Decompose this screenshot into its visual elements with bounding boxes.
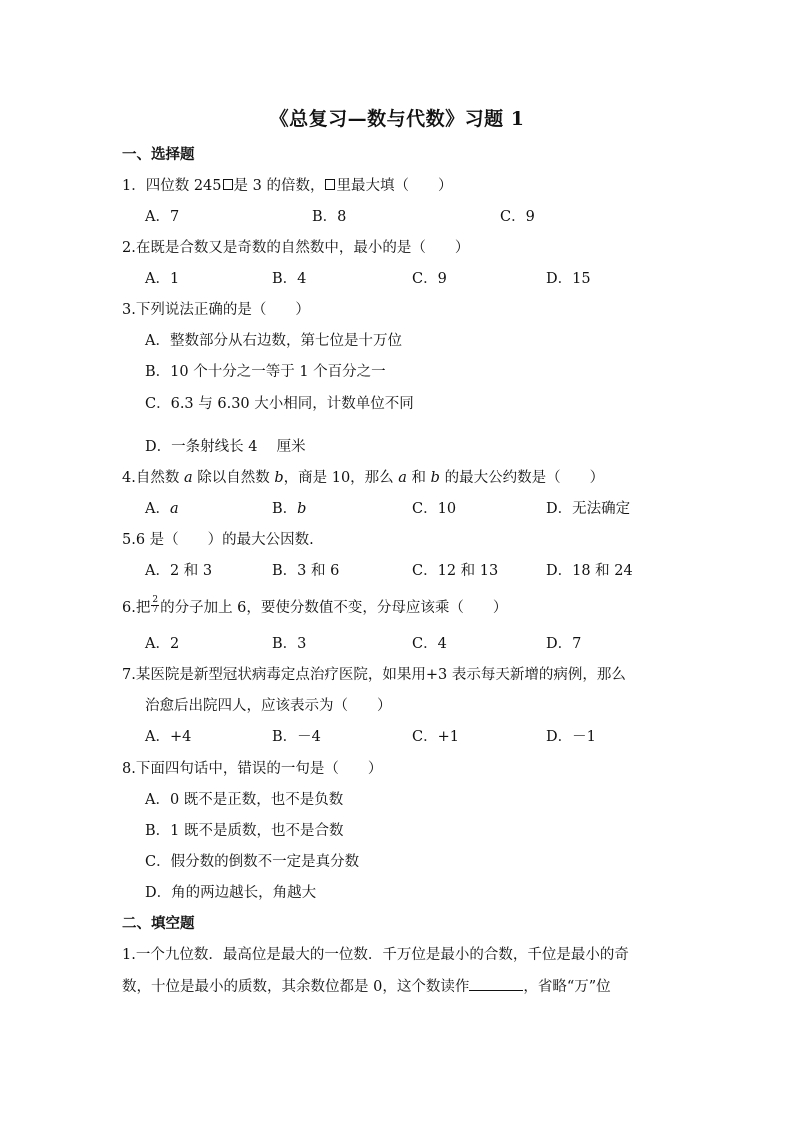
question-6-option-b: B．3 [272,636,307,652]
question-5-option-c: C．12 和 13 [412,563,499,579]
variable-a: a [398,470,407,486]
question-7-option-c: C．+1 [412,729,459,745]
question-8-stem: 8.下面四句话中，错误的一句是（ ） [122,761,383,777]
question-1-text-c: 里最大填（ ） [336,178,453,194]
question-4-stem [122,468,604,488]
fill-1-line-1: 1.一个九位数．最高位是最大的一位数．千万位是最小的合数，千位是最小的奇 [122,947,629,963]
variable-b: b [274,470,284,486]
question-1-option-c: C．9 [500,209,535,225]
question-7-option-d: D．－1 [546,729,596,745]
question-4-option-c: C．10 [412,501,457,517]
question-8-option-c: C．假分数的倒数不一定是真分数 [145,854,360,870]
question-4-text-3: ，商是 10，那么 [283,470,399,486]
question-2-option-d: D．15 [546,271,591,287]
question-4-text-5: 的最大公约数是（ ） [439,470,605,486]
fraction [151,596,159,615]
question-2-option-c: C．9 [412,271,447,287]
section-heading-choice: 一、选择题 [122,146,195,163]
question-5-option-a: A．2 和 3 [145,563,213,579]
question-4-option-b [272,499,306,519]
blank-box-icon [223,179,233,190]
variable-a: a [169,501,179,517]
variable-b: b [430,470,440,486]
question-7-option-b: B．－4 [272,729,321,745]
question-6-stem [122,594,508,618]
question-6-option-c: C．4 [412,636,447,652]
question-3-option-c: C．6.3 与 6.30 大小相同，计数单位不同 [145,396,414,412]
option-letter: A． [145,501,170,517]
question-6-text-1: 6.把 [122,600,151,616]
question-8-option-a: A．0 既不是正数，也不是负数 [145,792,344,808]
fraction-numerator: 2 [152,594,159,605]
question-4-text-2: 除以自然数 [192,470,275,486]
question-6-option-a: A．2 [145,636,180,652]
section-heading-fill: 二、填空题 [122,915,195,932]
question-3-option-a: A．整数部分从右边数，第七位是十万位 [145,333,402,349]
blank-box-icon [325,179,335,190]
question-3-option-b: B．10 个十分之一等于 1 个百分之一 [145,364,386,380]
question-8-option-b: B．1 既不是质数，也不是合数 [145,823,344,839]
question-7-option-a: A．+4 [145,729,192,745]
question-4-option-a [145,499,179,519]
question-1-option-a: A．7 [145,209,180,225]
question-3-stem: 3.下列说法正确的是（ ） [122,302,310,318]
question-6-option-d: D．7 [546,636,582,652]
question-1-text-a: 1．四位数 245 [122,178,222,194]
fill-1-text-a: 数，十位是最小的质数，其余数位都是 0，这个数读作 [122,979,470,995]
question-7-stem-line-1: 7.某医院是新型冠状病毒定点治疗医院，如果用+3 表示每天新增的病例，那么 [122,667,626,683]
question-2-option-a: A．1 [145,271,180,287]
question-1-option-b: B．8 [312,209,347,225]
question-2-stem: 2.在既是合数又是奇数的自然数中，最小的是（ ） [122,240,470,256]
question-4-text-4: 和 [406,470,431,486]
question-5-option-d: D．18 和 24 [546,563,633,579]
question-8-option-d: D．角的两边越长，角越大 [145,885,317,901]
variable-b: b [297,501,307,517]
page-title: 《总复习—数与代数》习题 1 [269,108,525,130]
fill-1-line-2 [122,976,611,997]
question-5-stem: 5.6 是（ ）的最大公因数. [122,532,314,548]
question-6-text-2: 的分子加上 6，要使分数值不变，分母应该乘（ ） [160,600,508,616]
question-5-option-b: B．3 和 6 [272,563,340,579]
question-4-option-d: D．无法确定 [546,501,631,517]
option-letter: B． [272,501,298,517]
question-2-option-b: B．4 [272,271,307,287]
question-3-option-d: D．一条射线长 4 厘米 [145,439,306,455]
answer-blank[interactable] [469,976,523,991]
question-7-stem-line-2: 治愈后出院四人，应该表示为（ ） [145,698,392,714]
question-4-text-1: 4.自然数 [122,470,184,486]
fraction-denominator: 7 [152,604,159,615]
variable-a: a [183,470,193,486]
question-1-text-b: 是 3 的倍数， [233,178,325,194]
question-1-stem [122,176,452,196]
fill-1-text-b: ，省略“万”位 [523,979,611,995]
